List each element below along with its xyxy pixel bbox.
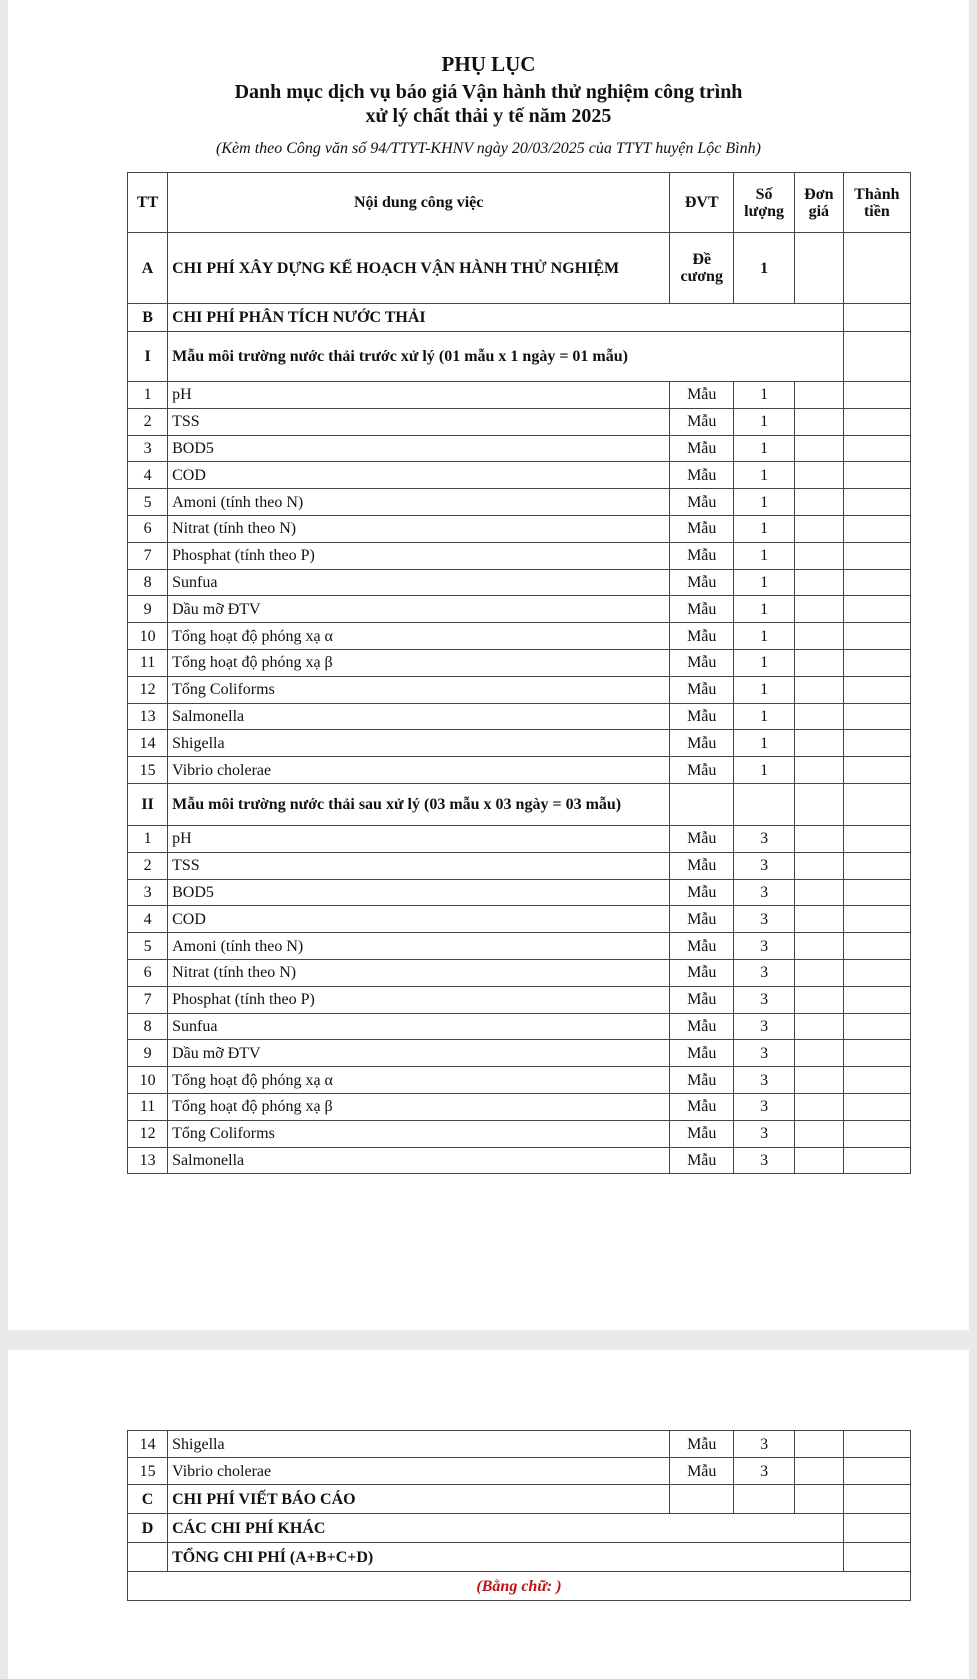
item-name: Sunfua [168,1013,670,1040]
item-qty: 1 [734,408,795,435]
item-number: 3 [128,879,168,906]
table-row [128,757,911,784]
group-2-amount [843,783,910,825]
item-unit: Mẫu [670,1147,734,1174]
item-number: 14 [128,730,168,757]
item-name: Sunfua [168,569,670,596]
item-number: 8 [128,1013,168,1040]
item-number: 2 [128,408,168,435]
item-price [794,435,843,462]
item-price [794,1013,843,1040]
item-name: Tổng hoạt độ phóng xạ α [168,623,670,650]
item-qty: 3 [734,1147,795,1174]
col-header-content: Nội dung công việc [168,173,670,233]
item-name: Phosphat (tính theo P) [168,542,670,569]
section-b-label: CHI PHÍ PHÂN TÍCH NƯỚC THẢI [168,304,844,332]
item-amount [843,906,910,933]
table-row [128,1147,911,1174]
item-number: 13 [128,703,168,730]
item-amount [843,676,910,703]
item-qty: 3 [734,852,795,879]
item-amount [843,825,910,852]
group-1-items [128,382,911,784]
table-row [128,1013,911,1040]
item-number: 13 [128,1147,168,1174]
item-name: Shigella [168,730,670,757]
in-words-row [128,1572,911,1601]
item-unit: Mẫu [670,1431,734,1458]
item-qty: 3 [734,1013,795,1040]
reference-note: (Kèm theo Công văn số 94/TTYT-KHNV ngày 20/03/2025 của TTYT huyện Lộc Bình) [216,140,761,157]
item-qty: 3 [734,1067,795,1094]
table-row [128,906,911,933]
table-row [128,408,911,435]
group-1-row [128,332,911,382]
item-unit: Mẫu [670,623,734,650]
item-qty: 3 [734,1431,795,1458]
item-name: Dầu mỡ ĐTV [168,1040,670,1067]
item-amount [843,933,910,960]
item-amount [843,623,910,650]
table-row [128,596,911,623]
item-unit: Mẫu [670,435,734,462]
item-qty: 1 [734,489,795,516]
item-amount [843,542,910,569]
item-name: Tổng hoạt độ phóng xạ β [168,649,670,676]
section-d-amount [843,1514,910,1543]
item-price [794,959,843,986]
item-price [794,408,843,435]
quotation-table-continued [127,1430,911,1601]
item-number: 12 [128,676,168,703]
item-name: BOD5 [168,435,670,462]
item-qty: 3 [734,906,795,933]
item-price [794,730,843,757]
item-amount [843,879,910,906]
item-price [794,825,843,852]
item-unit: Mẫu [670,1120,734,1147]
section-c-row [128,1485,911,1514]
item-price [794,906,843,933]
section-a-qty: 1 [734,233,795,304]
item-qty: 3 [734,1120,795,1147]
item-unit: Mẫu [670,569,734,596]
item-price [794,852,843,879]
table-header-row [128,173,911,233]
item-number: 14 [128,1431,168,1458]
item-number: 10 [128,1067,168,1094]
item-unit: Mẫu [670,489,734,516]
item-unit: Mẫu [670,959,734,986]
item-qty: 1 [734,703,795,730]
item-amount [843,382,910,409]
item-amount [843,730,910,757]
item-amount [843,596,910,623]
subtitle-line-2: xử lý chất thải y tế năm 2025 [365,105,612,127]
group-1-amount [843,332,910,382]
item-price [794,1147,843,1174]
group-2-price [794,783,843,825]
item-number: 1 [128,825,168,852]
item-amount [843,1147,910,1174]
item-name: Tổng Coliforms [168,676,670,703]
table-row [128,1431,911,1458]
section-b-code: B [128,304,168,332]
item-unit: Mẫu [670,1067,734,1094]
item-name: Salmonella [168,703,670,730]
item-price [794,986,843,1013]
item-unit: Mẫu [670,1013,734,1040]
item-number: 15 [128,1458,168,1485]
item-amount [843,489,910,516]
item-amount [843,569,910,596]
item-price [794,1093,843,1120]
table-row [128,1040,911,1067]
item-name: Amoni (tính theo N) [168,489,670,516]
item-qty: 3 [734,1040,795,1067]
item-unit: Mẫu [670,542,734,569]
section-a-unit: Đề cương [670,233,734,304]
item-price [794,623,843,650]
table-row [128,1093,911,1120]
table-row [128,933,911,960]
table-row [128,825,911,852]
item-price [794,879,843,906]
item-name: BOD5 [168,879,670,906]
item-amount [843,1431,910,1458]
item-number: 8 [128,569,168,596]
item-number: 5 [128,933,168,960]
group-1-label: Mẫu môi trường nước thải trước xử lý (01 mẫu x 1 ngày = 01 mẫu) [168,332,844,382]
item-price [794,462,843,489]
table-row [128,730,911,757]
group-2-label: Mẫu môi trường nước thải sau xử lý (03 mẫu x 03 ngày = 03 mẫu) [168,783,670,825]
table-row [128,623,911,650]
table-row [128,462,911,489]
item-number: 11 [128,1093,168,1120]
item-amount [843,1067,910,1094]
section-c-amount [843,1485,910,1514]
item-qty: 3 [734,825,795,852]
item-unit: Mẫu [670,852,734,879]
item-qty: 3 [734,959,795,986]
table-row [128,1458,911,1485]
item-name: Tổng hoạt độ phóng xạ α [168,1067,670,1094]
group-1-code: I [128,332,168,382]
item-number: 3 [128,435,168,462]
item-name: Vibrio cholerae [168,1458,670,1485]
subtitle-line-1: Danh mục dịch vụ báo giá Vận hành thử nghiệm công trình [234,81,743,103]
item-number: 1 [128,382,168,409]
item-qty: 1 [734,676,795,703]
item-price [794,1120,843,1147]
item-unit: Mẫu [670,408,734,435]
item-qty: 3 [734,986,795,1013]
item-amount [843,649,910,676]
item-name: pH [168,825,670,852]
group-2-qty [734,783,795,825]
item-name: Nitrat (tính theo N) [168,515,670,542]
item-unit: Mẫu [670,986,734,1013]
item-qty: 3 [734,1458,795,1485]
item-amount [843,986,910,1013]
item-unit: Mẫu [670,676,734,703]
table-row [128,382,911,409]
item-amount [843,435,910,462]
item-amount [843,757,910,784]
item-amount [843,1458,910,1485]
col-header-unit-price: Đơn giá [794,173,843,233]
item-number: 11 [128,649,168,676]
table-row [128,435,911,462]
item-price [794,569,843,596]
item-qty: 3 [734,933,795,960]
item-amount [843,959,910,986]
table-row [128,1120,911,1147]
section-c-price [794,1485,843,1514]
item-name: Vibrio cholerae [168,757,670,784]
item-name: Tổng hoạt độ phóng xạ β [168,1093,670,1120]
section-a-row [128,233,911,304]
total-code [128,1543,168,1572]
item-amount [843,852,910,879]
table-row [128,569,911,596]
section-b-amount [843,304,910,332]
item-price [794,1431,843,1458]
item-number: 12 [128,1120,168,1147]
item-name: Phosphat (tính theo P) [168,986,670,1013]
item-name: Shigella [168,1431,670,1458]
item-price [794,382,843,409]
col-header-quantity: Số lượng [734,173,795,233]
section-c-qty [734,1485,795,1514]
item-unit: Mẫu [670,933,734,960]
item-number: 15 [128,757,168,784]
item-number: 10 [128,623,168,650]
item-name: Amoni (tính theo N) [168,933,670,960]
item-price [794,757,843,784]
item-qty: 1 [734,757,795,784]
section-c-unit [670,1485,734,1514]
item-unit: Mẫu [670,825,734,852]
total-label: TỔNG CHI PHÍ (A+B+C+D) [168,1543,844,1572]
section-c-label: CHI PHÍ VIẾT BÁO CÁO [168,1485,670,1514]
item-price [794,1458,843,1485]
item-price [794,703,843,730]
table-row [128,542,911,569]
item-unit: Mẫu [670,382,734,409]
table-row [128,489,911,516]
item-unit: Mẫu [670,906,734,933]
table-row [128,649,911,676]
item-name: TSS [168,852,670,879]
item-qty: 1 [734,382,795,409]
item-number: 9 [128,1040,168,1067]
section-b-row [128,304,911,332]
item-number: 2 [128,852,168,879]
item-number: 6 [128,515,168,542]
item-name: COD [168,462,670,489]
item-price [794,489,843,516]
total-row [128,1543,911,1572]
item-name: pH [168,382,670,409]
item-amount [843,1120,910,1147]
page-title: PHỤ LỤC [441,52,536,76]
section-a-price [794,233,843,304]
group-2-unit [670,783,734,825]
item-unit: Mẫu [670,649,734,676]
item-unit: Mẫu [670,757,734,784]
item-qty: 1 [734,596,795,623]
item-qty: 1 [734,730,795,757]
item-qty: 1 [734,542,795,569]
table-row [128,676,911,703]
table-row [128,852,911,879]
quotation-table [127,172,911,1174]
item-amount [843,703,910,730]
item-number: 4 [128,462,168,489]
item-number: 9 [128,596,168,623]
table-row [128,515,911,542]
item-name: Salmonella [168,1147,670,1174]
col-header-tt: TT [128,173,168,233]
col-header-amount: Thành tiền [843,173,910,233]
item-unit: Mẫu [670,1093,734,1120]
item-qty: 1 [734,435,795,462]
section-a-amount [843,233,910,304]
group-2-items [128,825,911,1173]
item-unit: Mẫu [670,879,734,906]
table-row [128,879,911,906]
item-unit: Mẫu [670,730,734,757]
table-row [128,986,911,1013]
section-d-code: D [128,1514,168,1543]
section-d-row [128,1514,911,1543]
col-header-unit: ĐVT [670,173,734,233]
item-qty: 1 [734,569,795,596]
item-price [794,1067,843,1094]
item-name: TSS [168,408,670,435]
table-row [128,1067,911,1094]
group-2-code: II [128,783,168,825]
item-name: Nitrat (tính theo N) [168,959,670,986]
item-name: Dầu mỡ ĐTV [168,596,670,623]
item-amount [843,462,910,489]
item-price [794,515,843,542]
item-qty: 3 [734,1093,795,1120]
item-qty: 1 [734,462,795,489]
item-number: 6 [128,959,168,986]
item-name: Tổng Coliforms [168,1120,670,1147]
table-row [128,703,911,730]
section-a-label: CHI PHÍ XÂY DỰNG KẾ HOẠCH VẬN HÀNH THỬ NGHIỆM [168,233,670,304]
item-amount [843,408,910,435]
item-qty: 1 [734,623,795,650]
item-number: 5 [128,489,168,516]
item-number: 7 [128,542,168,569]
item-unit: Mẫu [670,703,734,730]
section-a-code: A [128,233,168,304]
item-qty: 3 [734,879,795,906]
item-price [794,933,843,960]
item-price [794,1040,843,1067]
item-amount [843,1013,910,1040]
item-price [794,542,843,569]
item-qty: 1 [734,515,795,542]
item-unit: Mẫu [670,1040,734,1067]
item-amount [843,515,910,542]
item-unit: Mẫu [670,462,734,489]
item-price [794,596,843,623]
section-d-label: CÁC CHI PHÍ KHÁC [168,1514,844,1543]
item-unit: Mẫu [670,515,734,542]
item-unit: Mẫu [670,596,734,623]
section-c-code: C [128,1485,168,1514]
item-qty: 1 [734,649,795,676]
table-row [128,959,911,986]
item-amount [843,1040,910,1067]
item-number: 4 [128,906,168,933]
item-price [794,676,843,703]
amount-in-words: (Bằng chữ: ) [128,1572,911,1601]
group-2-items-continued [128,1431,911,1485]
item-price [794,649,843,676]
item-unit: Mẫu [670,1458,734,1485]
item-number: 7 [128,986,168,1013]
item-name: COD [168,906,670,933]
page-subtitle [8,80,969,128]
total-amount [843,1543,910,1572]
group-2-row [128,783,911,825]
item-amount [843,1093,910,1120]
